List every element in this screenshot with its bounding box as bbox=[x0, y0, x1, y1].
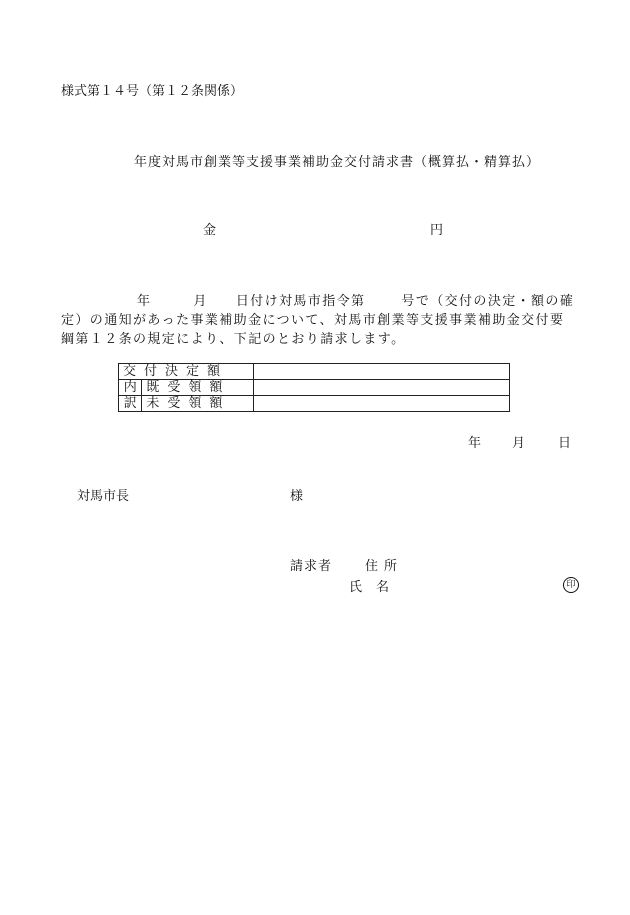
body-number-suffix: 号で（交付の決定・額の確 bbox=[401, 294, 575, 309]
received-amount-value[interactable] bbox=[254, 380, 510, 396]
decided-amount-value[interactable] bbox=[254, 364, 510, 380]
name-label: 氏名 bbox=[349, 580, 404, 595]
table-row bbox=[119, 380, 510, 396]
table-row bbox=[119, 396, 510, 412]
decided-amount-label: 交付決定額 bbox=[119, 364, 254, 380]
unreceived-amount-value[interactable] bbox=[254, 396, 510, 412]
claimant-label: 請求者 bbox=[290, 559, 333, 574]
date-day: 日 bbox=[558, 436, 572, 451]
body-date-suffix: 日付け対馬市指令第 bbox=[235, 294, 366, 309]
body-line-2: 定）の通知があった事業補助金について、対馬市創業等支援事業補助金交付要 bbox=[61, 313, 565, 328]
form-number: 様式第１４号（第１２条関係） bbox=[61, 84, 244, 99]
date-year: 年 bbox=[468, 436, 482, 451]
document-title: 年度対馬市創業等支援事業補助金交付請求書（概算払・精算払） bbox=[134, 155, 541, 170]
breakdown-label-2: 訳 bbox=[119, 396, 142, 412]
amount-unit: 円 bbox=[430, 223, 444, 238]
address-label: 住所 bbox=[365, 559, 404, 574]
addressee-title: 対馬市長 bbox=[77, 489, 130, 504]
amount-table bbox=[118, 363, 510, 412]
date-month: 月 bbox=[512, 436, 526, 451]
received-amount-label: 既受領額 bbox=[142, 380, 254, 396]
body-line-1 bbox=[61, 292, 591, 311]
breakdown-label-1: 内 bbox=[119, 380, 142, 396]
addressee-honorific: 様 bbox=[290, 489, 304, 504]
unreceived-amount-label: 未受領額 bbox=[142, 396, 254, 412]
body-year: 年 bbox=[137, 294, 152, 309]
seal-icon: 印 bbox=[563, 577, 579, 593]
body-line-3: 綱第１２条の規定により、下記のとおり請求します。 bbox=[61, 332, 406, 347]
table-row bbox=[119, 364, 510, 380]
request-body bbox=[61, 292, 591, 349]
amount-label: 金 bbox=[203, 223, 217, 238]
body-month: 月 bbox=[193, 294, 208, 309]
